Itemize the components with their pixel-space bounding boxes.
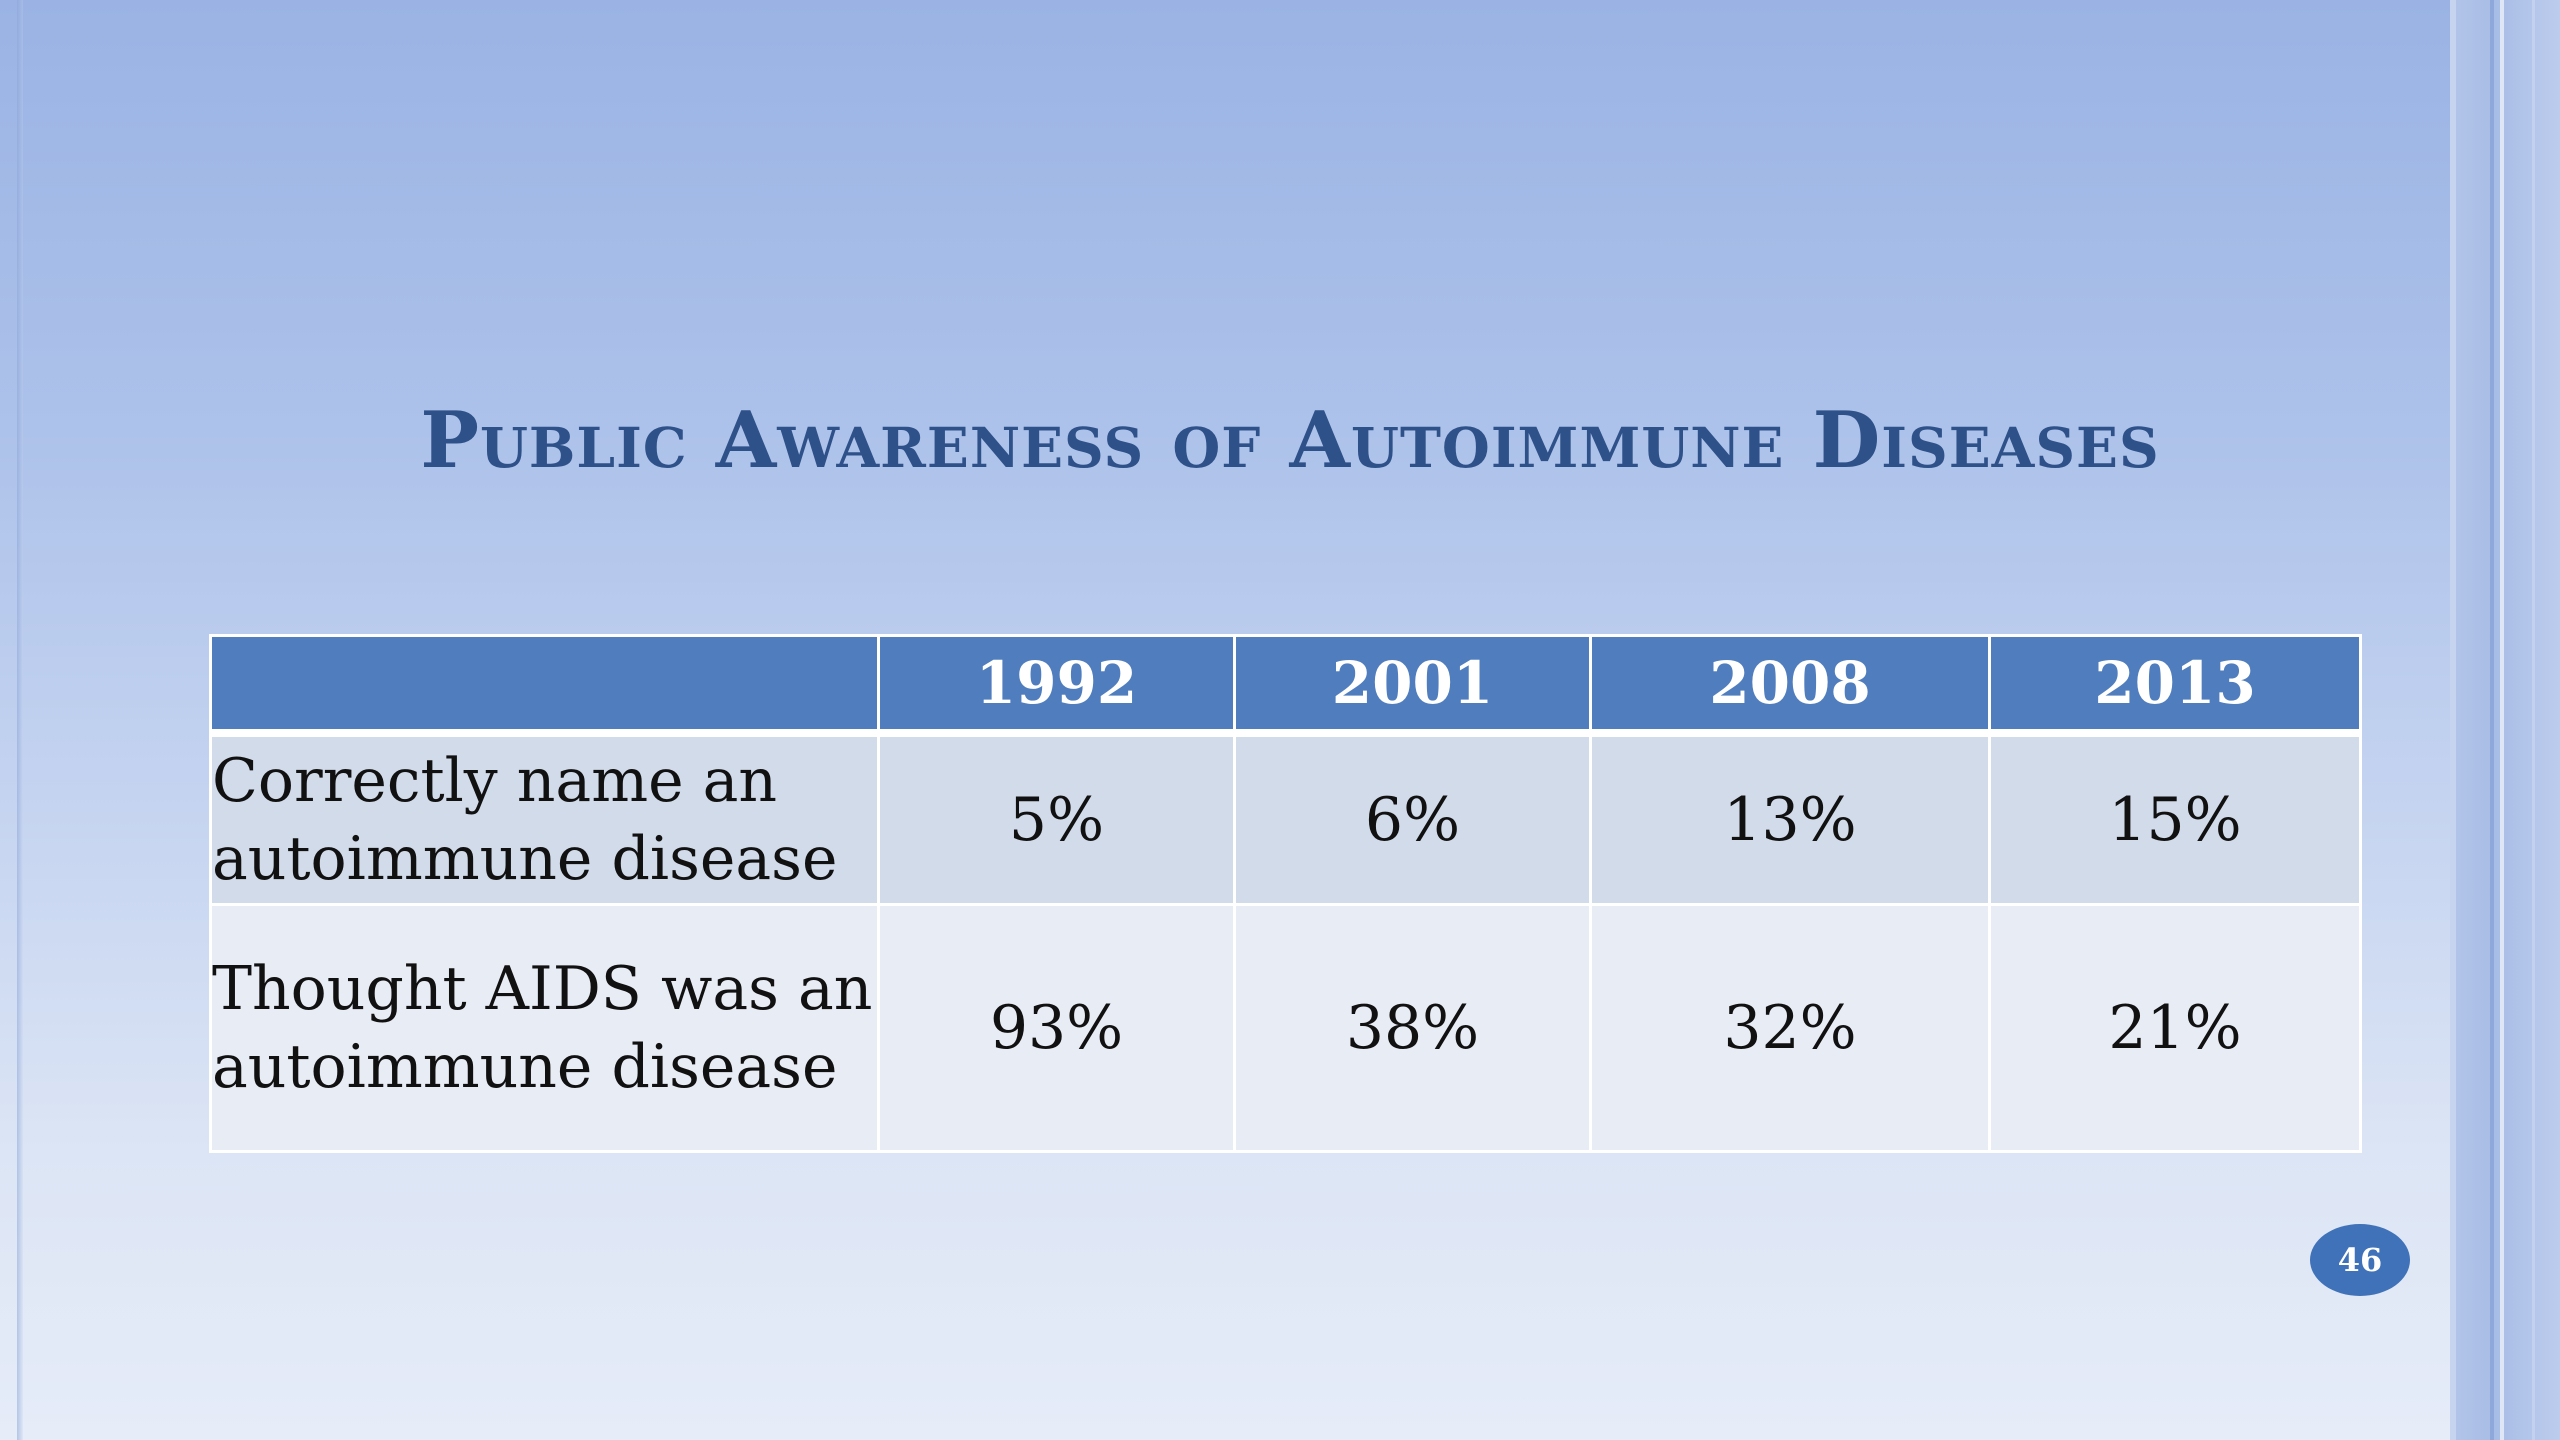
table-cell: 6%: [1235, 733, 1591, 905]
row-label: Correctly name an autoimmune disease: [211, 733, 879, 905]
row-label: Thought AIDS was an autoimmune disease: [211, 905, 879, 1152]
table-cell: 21%: [1990, 905, 2361, 1152]
table-header-row: [211, 636, 2361, 734]
table-cell: 93%: [879, 905, 1235, 1152]
table-cell: 32%: [1591, 905, 1990, 1152]
slide-title: Public Awareness of Autoimmune Diseases: [420, 395, 2160, 486]
right-decorative-line: [2490, 0, 2494, 1440]
right-decorative-panel: [2452, 0, 2560, 1440]
table-row: [211, 905, 2361, 1152]
awareness-table: [209, 634, 2362, 1153]
header-cell-year: 2001: [1235, 636, 1591, 734]
right-decorative-line: [2450, 0, 2456, 1440]
header-cell-year: 2013: [1990, 636, 2361, 734]
right-decorative-line: [2532, 0, 2535, 1440]
table-row: [211, 733, 2361, 905]
header-cell-year: 2008: [1591, 636, 1990, 734]
table-cell: 13%: [1591, 733, 1990, 905]
page-number-badge: 46: [2310, 1224, 2410, 1296]
header-cell-year: 1992: [879, 636, 1235, 734]
right-decorative-line: [2500, 0, 2504, 1440]
header-cell-empty: [211, 636, 879, 734]
left-decorative-line: [17, 0, 23, 1440]
table-cell: 38%: [1235, 905, 1591, 1152]
table-cell: 5%: [879, 733, 1235, 905]
table-cell: 15%: [1990, 733, 2361, 905]
